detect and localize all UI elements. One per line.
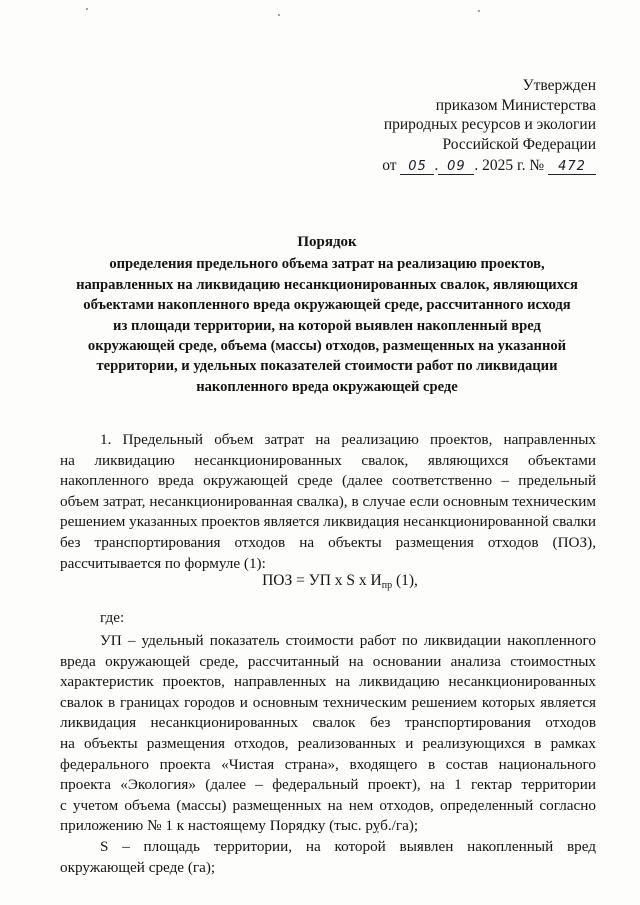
paragraph-line: на ликвидацию несанкционированных свалок, являющихся объектами (60, 451, 596, 469)
approval-line: Утвержден (522, 77, 596, 94)
title-line: из площади территории, на которой выявлен накопленный вред (113, 317, 541, 334)
paragraph-1 (60, 430, 596, 574)
approval-stamp-block (360, 76, 596, 176)
title-line: окружающей среде, объема (массы) отходов, размещенных на указанной (87, 338, 567, 355)
paragraph-line: рассчитывается по формуле (1): (60, 554, 266, 572)
approval-line: Российской Федерации (442, 135, 596, 153)
approval-date-line: от 05 . 09 . 2025 г. № 472 (360, 156, 596, 176)
scan-speck (278, 14, 280, 16)
title-line: объектами накопленного вреда окружающей среде, рассчитанного исходя (83, 297, 571, 314)
title-heading: Порядок (297, 234, 357, 250)
formula-main: ПОЗ = УП x S x И (262, 572, 382, 589)
title-line: накопленного вреда окружающей среде (196, 378, 458, 395)
definition-line: свалок в границах городов и основным техническим решением которых является (60, 693, 596, 711)
formula (0, 571, 640, 596)
scan-speck (86, 8, 88, 10)
formula-subscript: пр (381, 580, 393, 591)
definition-line: приложению № 1 к настоящему Порядку (тыс. руб./га); (60, 817, 419, 835)
title-line: направленных на ликвидацию несанкционированных свалок, являющихся (76, 276, 578, 293)
formula-suffix: (1), (392, 572, 418, 589)
document-title (58, 232, 596, 397)
definition-line: федерального проекта «Чистая страна», входящего в состав национального (60, 755, 596, 773)
approval-line: приказом Министерства (435, 96, 596, 114)
definitions (60, 631, 596, 878)
title-line: определения предельного объема затрат на реализацию проектов, (109, 256, 545, 273)
definition-line: характеристик проектов, направленных на ликвидацию несанкционированных (60, 673, 596, 691)
date-day-handwritten: 05 (400, 160, 434, 175)
definition-line: окружающей среде (га); (60, 858, 216, 876)
approval-line: природных ресурсов и экологии (383, 116, 596, 133)
definition-line: УП – удельный показатель стоимости работ по ликвидации накопленного (100, 632, 596, 649)
definition-line: ликвидация несанкционированных свалок без транспортирования отходов (60, 714, 596, 732)
definition-line: проекта «Экология» (далее – федеральный проект), на 1 гектар территории (60, 776, 596, 794)
date-year: 2025 г. № (482, 157, 545, 174)
paragraph-line: решением указанных проектов является ликвидация несанкционированной свалки (60, 513, 597, 531)
definition-line: с учетом объема (массы) размещенных на нем отходов, определенный согласно (60, 796, 596, 814)
scan-speck (478, 10, 480, 12)
where-label: где: (100, 609, 125, 626)
paragraph-line: без транспортирования отходов на объекты размещения отходов (ПОЗ), (60, 533, 596, 551)
paragraph-line: накопленного вреда окружающей среде (далее соответственно – предельный (60, 472, 596, 490)
date-month-handwritten: 09 (438, 160, 474, 175)
definition-line: на объекты размещения отходов, реализованных и реализующихся в рамках (60, 734, 596, 752)
paragraph-line: объем затрат, несанкционированная свалка), в случае если основным техническим (60, 492, 596, 510)
order-number-handwritten: 472 (548, 160, 596, 175)
definition-line: вреда окружающей среде, рассчитанный на основании анализа стоимостных (60, 652, 596, 670)
paragraph-line: 1. Предельный объем затрат на реализацию проектов, направленных (100, 431, 596, 448)
definition-line: S – площадь территории, на которой выявлен накопленный вред (100, 837, 596, 855)
date-prefix: от (382, 157, 397, 174)
title-line: территории, и удельных показателей стоимости работ по ликвидации (96, 358, 558, 375)
